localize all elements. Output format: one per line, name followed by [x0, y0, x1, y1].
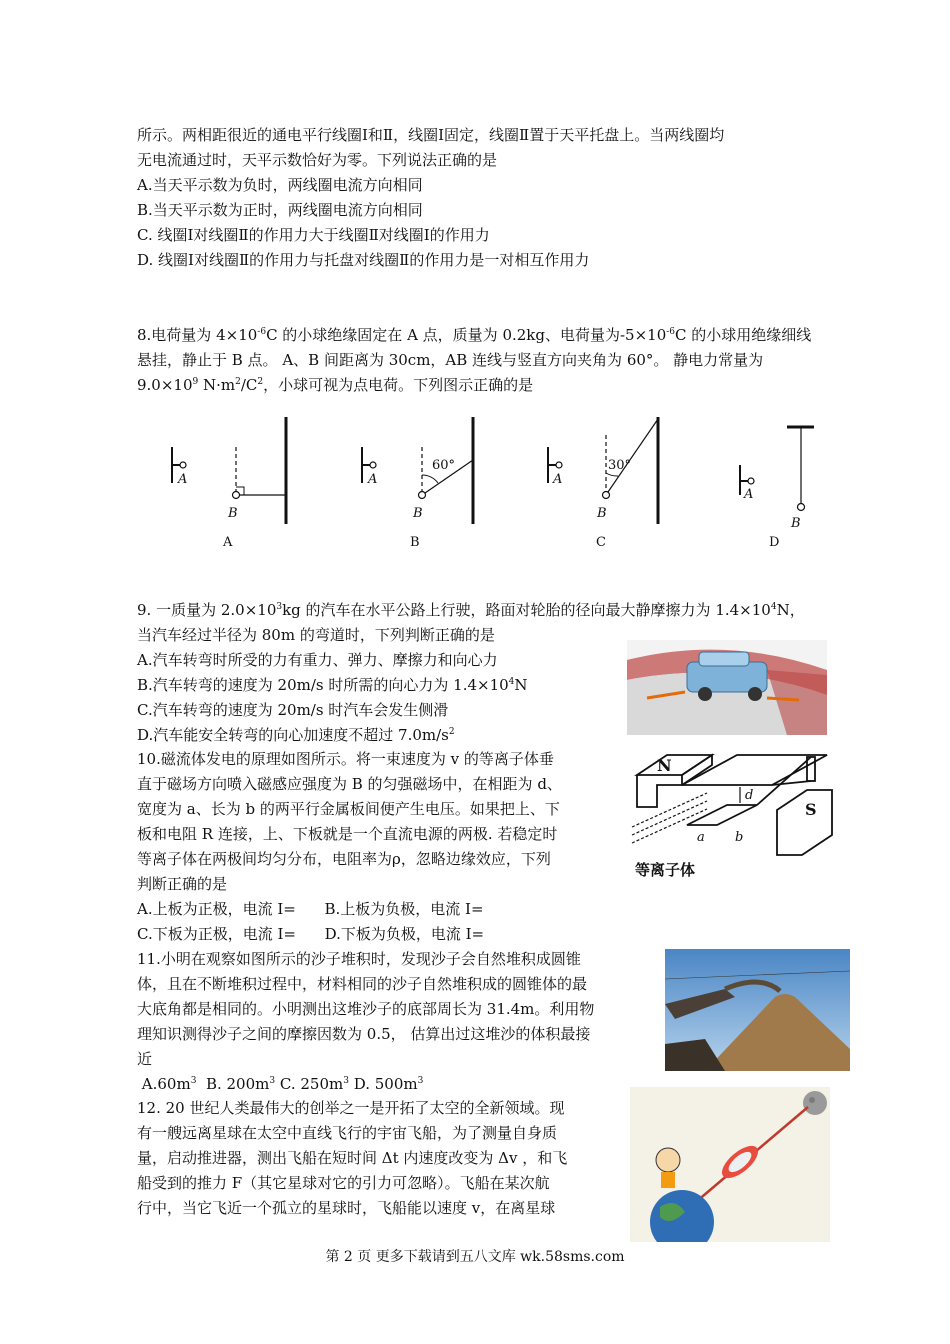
fig-caption-c: C	[596, 535, 606, 550]
q7-line-2: 无电流通过时，天平示数恰好为零。下列说法正确的是	[137, 151, 498, 169]
q10-line-3: 宽度为 a、长为 b 的两平行金属板间便产生电压。如果把上、下	[137, 800, 560, 818]
fig-d-label-B: B	[791, 516, 801, 531]
q11-line-5: 近	[137, 1050, 153, 1068]
a-label: a	[697, 830, 705, 845]
q9-option-a: A.汽车转弯时所受的力有重力、弹力、摩擦力和向心力	[137, 651, 498, 669]
d-label: d	[745, 788, 754, 803]
q12-line-5: 行中，当它飞近一个孤立的星球时，飞船能以速度 v，在离星球	[137, 1199, 556, 1217]
q10-line-5: 等离子体在两极间均匀分布，电阻率为ρ，忽略边缘效应，下列	[137, 850, 551, 868]
q12-line-1: 12. 20 世纪人类最伟大的创举之一是开拓了太空的全新领域。现	[137, 1099, 565, 1117]
fig-caption-d: D	[769, 535, 780, 550]
q8-line-3: $9.0\times 10^9$ $N\cdot m^2/C^2$，小球可视为点电荷。下列图示正确的是	[137, 376, 534, 394]
q9-option-c: C.汽车转弯的速度为 20m/s 时汽车会发生侧滑	[137, 701, 449, 719]
spaceship-planet-illustration	[630, 1087, 830, 1242]
q11-line-4: 理知识测得沙子之间的摩擦因数为 0.5， 估算出过这堆沙的体积最接	[137, 1025, 591, 1043]
fig-caption-b: B	[410, 535, 420, 550]
fig-d-label-A: A	[744, 487, 754, 502]
q11-line-1: 11.小明在观察如图所示的沙子堆积时，发现沙子会自然堆积成圆锥	[137, 950, 581, 968]
fig-caption-a: A	[223, 535, 233, 550]
mhd-generator-figure	[627, 745, 852, 885]
q11-options: $A.60m^3$ B. $200m^3$ C. $250m^3$ D. $500m^3$	[137, 1075, 424, 1093]
q7-option-b: B.当天平示数为正时，两线圈电流方向相同	[137, 201, 423, 219]
q11-line-2: 体，且在不断堆积过程中，材料相同的沙子自然堆积成的圆锥体的最	[137, 975, 588, 993]
q10-line-4: 板和电阻 R 连接，上、下板就是一个直流电源的两极. 若稳定时	[137, 825, 558, 843]
q10-line-6: 判断正确的是	[137, 875, 228, 893]
car-turning-photo	[627, 640, 827, 735]
fig-a-label-B: B	[228, 506, 238, 521]
fig-b-label-B: B	[413, 506, 423, 521]
q8-line-1: 8.电荷量为 $4\times 10^{-6}C$ 的小球绝缘固定在 A 点，质量为 0.2kg、电荷量为$-5\times 10^{-6}C$ 的小球用绝缘细线	[137, 326, 812, 344]
q7-option-c: C. 线圈Ⅰ对线圈Ⅱ的作用力大于线圈Ⅱ对线圈Ⅰ的作用力	[137, 226, 490, 244]
q7-option-d: D. 线圈Ⅰ对线圈Ⅱ的作用力与托盘对线圈Ⅱ的作用力是一对相互作用力	[137, 251, 590, 269]
south-pole-label: S	[805, 800, 817, 819]
q10-line-1: 10.磁流体发电的原理如图所示。将一束速度为 v 的等离子体垂	[137, 750, 554, 768]
q11-line-3: 大底角都是相同的。小明测出这堆沙子的底部周长为 31.4m。利用物	[137, 1000, 595, 1018]
q10-line-2: 直于磁场方向喷入磁感应强度为 B 的匀强磁场中，在相距为 d、	[137, 775, 562, 793]
q10-options-cd: C.下板为正极，电流 I= D.下板为负极，电流 I=	[137, 925, 485, 943]
fig-c-angle-label: 30°	[608, 458, 632, 473]
q7-line-1: 所示。两相距很近的通电平行线圈Ⅰ和Ⅱ，线圈Ⅰ固定，线圈Ⅱ置于天平托盘上。当两线圈均	[137, 126, 725, 144]
page-footer: 第 2 页 更多下载请到五八文库 wk.58sms.com	[325, 1249, 625, 1265]
fig-c-label-A: A	[553, 472, 563, 487]
q10-options-ab: A.上板为正极，电流 I= B.上板为负极，电流 I=	[137, 900, 484, 918]
q9-line-1: 9. 一质量为 $2.0\times 10^3kg$ 的汽车在水平公路上行驶，路面对轮胎的径向最大静摩擦力为 $1.4\times 10^4N$，	[137, 601, 805, 619]
fig-b-label-A: A	[368, 472, 378, 487]
q12-line-4: 船受到的推力 F（其它星球对它的引力可忽略）。飞船在某次航	[137, 1174, 550, 1192]
q8-options-figure	[150, 405, 830, 560]
q12-line-2: 有一艘远离星球在太空中直线飞行的宇宙飞船，为了测量自身质	[137, 1124, 558, 1142]
north-pole-label: N	[657, 756, 672, 775]
fig-b-angle-label: 60°	[432, 458, 456, 473]
fig-c-label-B: B	[597, 506, 607, 521]
q12-line-3: 量，启动推进器，测出飞船在短时间 Δt 内速度改变为 Δv ，和飞	[137, 1149, 568, 1167]
q8-line-2: 悬挂，静止于 B 点。 A、B 间距离为 30cm，AB 连线与竖直方向夹角为 60°。 静电力常量为	[137, 351, 764, 369]
sand-pile-photo	[665, 949, 850, 1071]
fig-a-label-A: A	[178, 472, 188, 487]
plasma-caption: 等离子体	[635, 861, 696, 879]
b-label: b	[735, 830, 744, 845]
q7-option-a: A.当天平示数为负时，两线圈电流方向相同	[137, 176, 423, 194]
q9-line-2: 当汽车经过半径为 80m 的弯道时，下列判断正确的是	[137, 626, 495, 644]
q9-option-b: B.汽车转弯的速度为 20m/s 时所需的向心力为 $1.4\times 10^4N$	[137, 676, 528, 694]
q9-option-d: D.汽车能安全转弯的向心加速度不超过 $7.0m/s^2$	[137, 726, 455, 744]
